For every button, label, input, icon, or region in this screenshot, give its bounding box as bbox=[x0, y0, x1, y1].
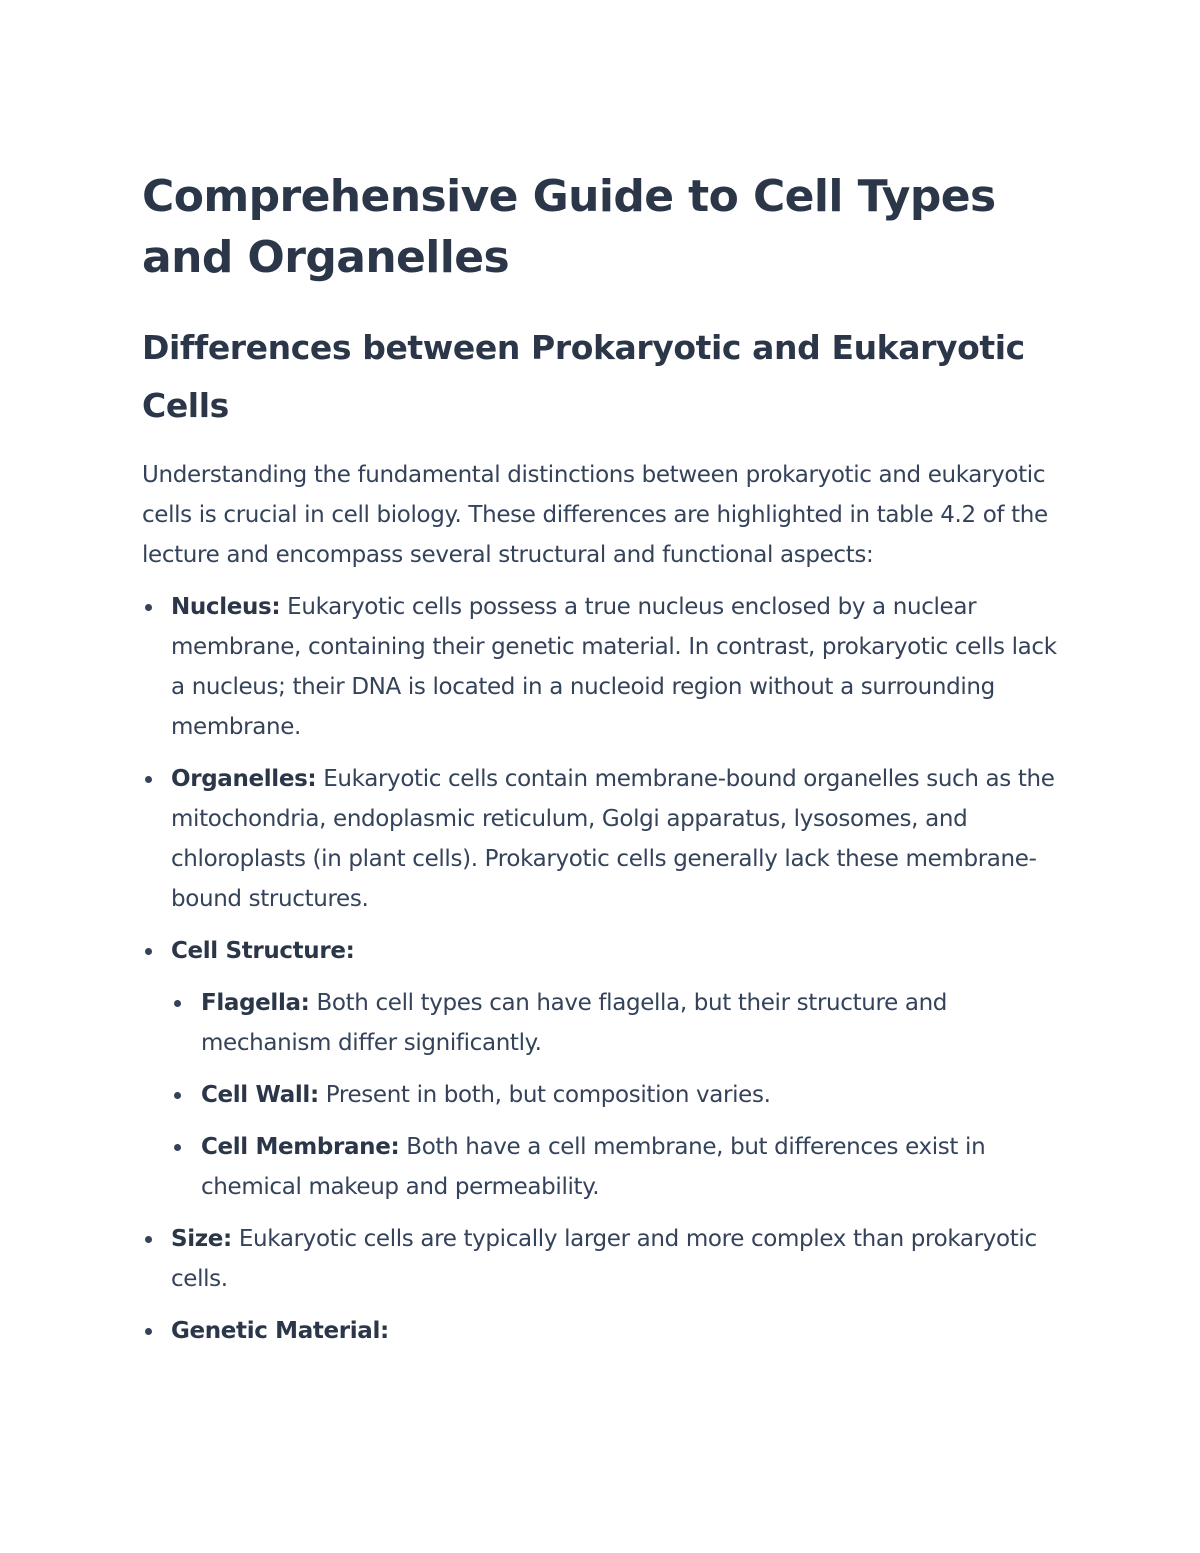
list-item-size bbox=[142, 1219, 1062, 1299]
bullet-dot bbox=[145, 1236, 152, 1243]
list-item-nucleus bbox=[142, 587, 1062, 747]
bullet-dot bbox=[174, 1000, 181, 1007]
bullet-dot bbox=[174, 1092, 181, 1099]
bullet-dot bbox=[145, 1328, 152, 1335]
item-label: Cell Membrane: bbox=[201, 1134, 400, 1160]
item-label: Cell Structure: bbox=[171, 938, 355, 964]
bullet-dot bbox=[145, 948, 152, 955]
item-text: Both cell types can have flagella, but their structure and mechanism differ significantly. bbox=[201, 990, 948, 1056]
bullet-dot bbox=[145, 604, 152, 611]
cell-structure-sublist bbox=[171, 983, 1062, 1207]
sub-item-cell-membrane bbox=[171, 1127, 1062, 1207]
item-text: Eukaryotic cells are typically larger and more complex than prokaryotic cells. bbox=[171, 1226, 1037, 1292]
bullet-dot bbox=[145, 776, 152, 783]
sub-item-flagella bbox=[171, 983, 1062, 1063]
bullet-dot bbox=[174, 1144, 181, 1151]
item-label: Organelles: bbox=[171, 766, 317, 792]
list-item-organelles bbox=[142, 759, 1062, 919]
item-text: Both have a cell membrane, but differences exist in chemical makeup and permeability. bbox=[201, 1134, 986, 1200]
item-label: Cell Wall: bbox=[201, 1082, 319, 1108]
section-heading: Differences between Prokaryotic and Eukaryotic Cells bbox=[142, 328, 1025, 425]
differences-list bbox=[142, 587, 1062, 1351]
item-label: Nucleus: bbox=[171, 594, 281, 620]
item-text: Eukaryotic cells contain membrane-bound organelles such as the mitochondria, endoplasmic reticulum, Golgi apparatus, lysosomes, and chloroplasts (in plant cells). Prokaryotic cells generally lack these membrane-bound structures. bbox=[171, 766, 1055, 912]
intro-paragraph: Understanding the fundamental distinctions between prokaryotic and eukaryotic cells is crucial in cell biology. These differences are highlighted in table 4.2 of the lecture and encompass several structural and functional aspects: bbox=[142, 462, 1048, 568]
item-label: Genetic Material: bbox=[171, 1318, 389, 1344]
list-item-genetic-material bbox=[142, 1311, 1062, 1351]
item-label: Size: bbox=[171, 1226, 232, 1252]
item-text: Present in both, but composition varies. bbox=[318, 1082, 771, 1108]
list-item-cell-structure bbox=[142, 931, 1062, 1207]
item-text: Eukaryotic cells possess a true nucleus enclosed by a nuclear membrane, containing their genetic material. In contrast, prokaryotic cells lack a nucleus; their DNA is located in a nucleoid region without a surrounding membrane. bbox=[171, 594, 1057, 740]
sub-item-cell-wall bbox=[171, 1075, 1062, 1115]
page-title: Comprehensive Guide to Cell Types and Organelles bbox=[142, 171, 996, 283]
item-label: Flagella: bbox=[201, 990, 310, 1016]
document-page bbox=[142, 166, 1062, 1363]
